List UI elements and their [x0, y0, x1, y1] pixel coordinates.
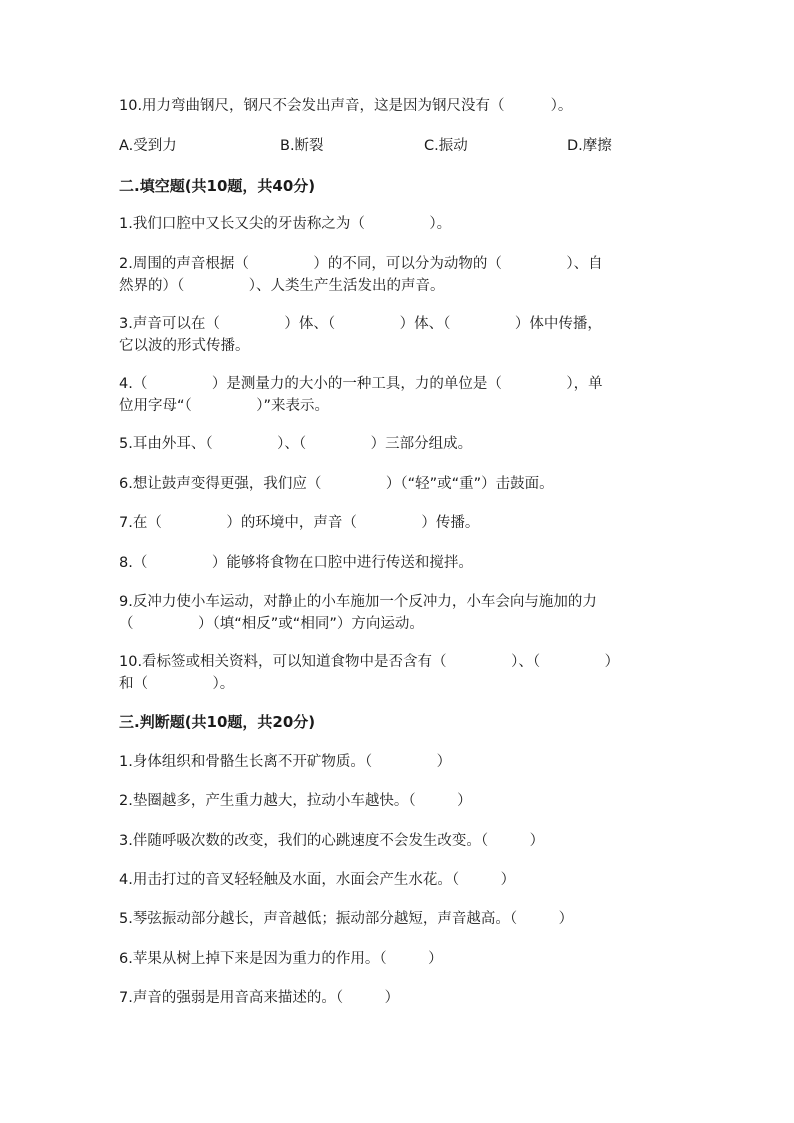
fill-question-9-line-1: 9.反冲力使小车运动，对静止的小车施加一个反冲力，小车会向与施加的力 — [119, 594, 597, 610]
option-d: D.摩擦 — [567, 138, 612, 154]
option-b: B.断裂 — [280, 138, 324, 154]
fill-question-4-line-2: 位用字母“（ ）”来表示。 — [119, 398, 330, 414]
section-2-title: 二.填空题(共10题，共40分) — [119, 177, 316, 195]
fill-question-6: 6.想让鼓声变得更强，我们应（ ）（“轻”或“重”）击鼓面。 — [119, 476, 554, 492]
judge-question-4: 4.用击打过的音叉轻轻触及水面，水面会产生水花。（ ） — [119, 872, 516, 888]
fill-question-5: 5.耳由外耳、（ ）、（ ）三部分组成。 — [119, 436, 473, 452]
fill-question-1: 1.我们口腔中又长又尖的牙齿称之为（ ）。 — [119, 216, 452, 232]
fill-question-3-line-2: 它以波的形式传播。 — [119, 338, 250, 354]
fill-question-2-line-1: 2.周围的声音根据（ ）的不同，可以分为动物的（ ）、自 — [119, 256, 603, 272]
judge-question-5: 5.琴弦振动部分越长，声音越低；振动部分越短，声音越高。（ ） — [119, 911, 574, 927]
fill-question-10-line-1: 10.看标签或相关资料，可以知道食物中是否含有（ ）、（ ） — [119, 654, 620, 670]
fill-question-2-line-2: 然界的）（ ）、人类生产生活发出的声音。 — [119, 278, 445, 294]
fill-question-4-line-1: 4.（ ）是测量力的大小的一种工具，力的单位是（ ），单 — [119, 376, 603, 392]
fill-question-7: 7.在（ ）的环境中，声音（ ）传播。 — [119, 515, 480, 531]
section-3-title: 三.判断题(共10题，共20分) — [119, 713, 316, 731]
fill-question-9-line-2: （ ）（填“相反”或“相同”）方向运动。 — [119, 616, 424, 632]
judge-question-7: 7.声音的强弱是用音高来描述的。（ ） — [119, 990, 400, 1006]
judge-question-1: 1.身体组织和骨骼生长离不开矿物质。（ ） — [119, 754, 452, 770]
fill-question-10-line-2: 和（ ）。 — [119, 676, 235, 692]
question-10-stem: 10.用力弯曲钢尺，钢尺不会发出声音，这是因为钢尺没有（ ）。 — [119, 98, 573, 114]
fill-question-8: 8.（ ）能够将食物在口腔中进行传送和搅拌。 — [119, 555, 473, 571]
judge-question-2: 2.垫圈越多，产生重力越大，拉动小车越快。（ ） — [119, 793, 472, 809]
fill-question-3-line-1: 3.声音可以在（ ）体、（ ）体、（ ）体中传播， — [119, 316, 602, 332]
option-a: A.受到力 — [119, 138, 177, 154]
judge-question-3: 3.伴随呼吸次数的改变，我们的心跳速度不会发生改变。（ ） — [119, 833, 545, 849]
judge-question-6: 6.苹果从树上掉下来是因为重力的作用。（ ） — [119, 951, 443, 967]
option-c: C.振动 — [424, 138, 468, 154]
